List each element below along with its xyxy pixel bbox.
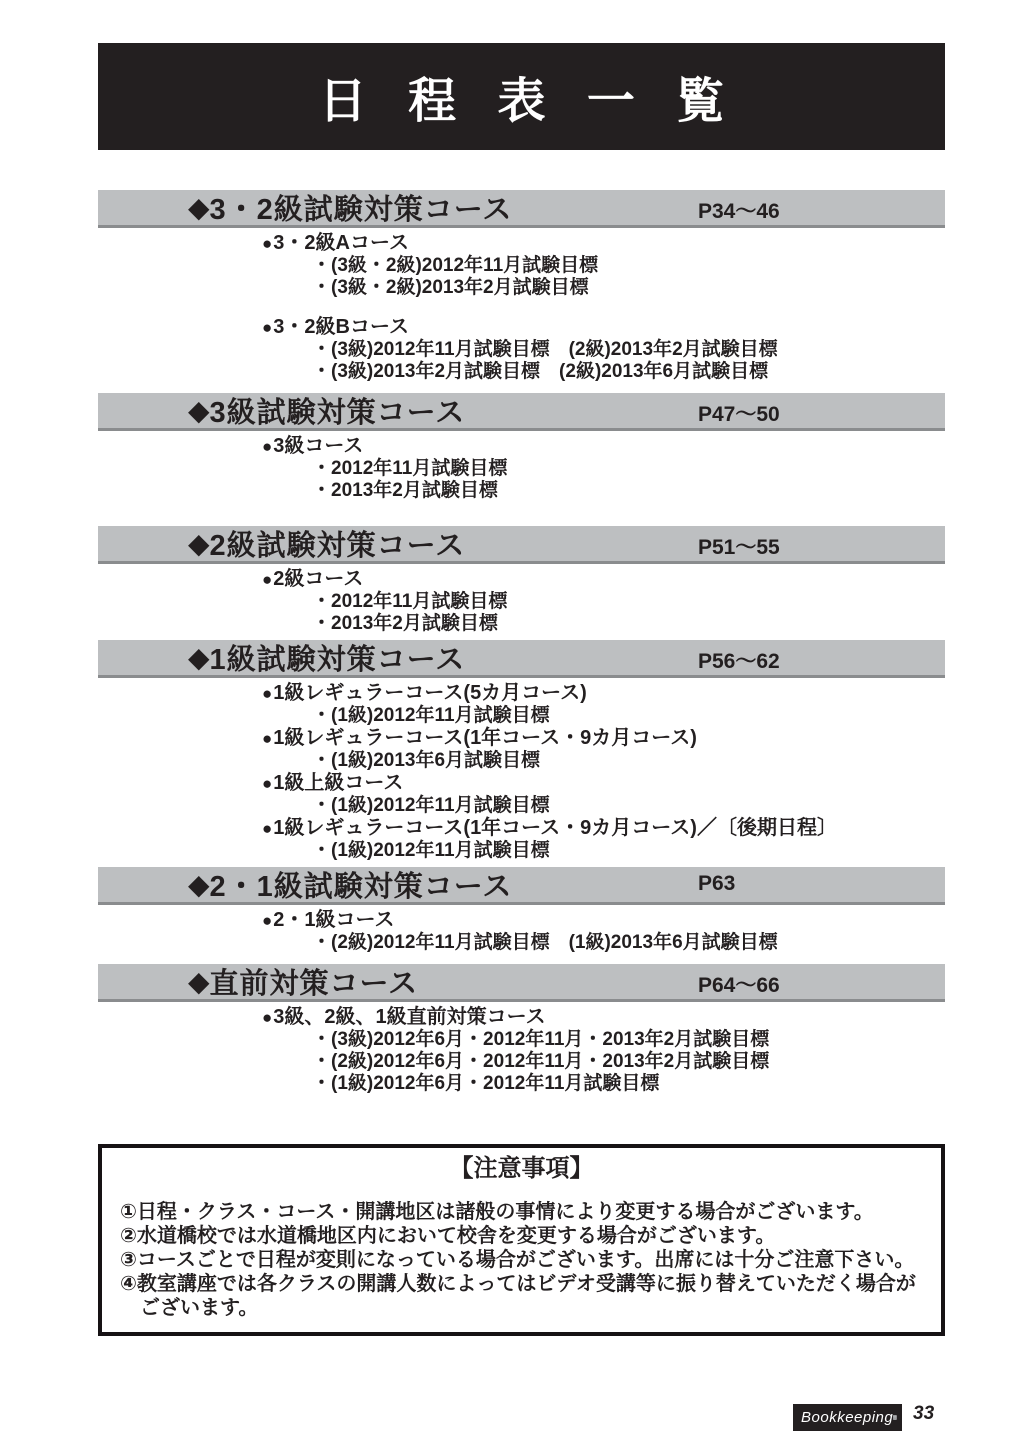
bullet-icon: ● xyxy=(262,234,273,253)
bullet-icon: ● xyxy=(262,911,273,930)
section-title: 直前対策コース xyxy=(209,968,419,1000)
course-name: 3級、2級、1級直前対策コース xyxy=(273,1006,546,1028)
course-name-row xyxy=(262,232,945,255)
section-title: 3・2級試験対策コース xyxy=(209,194,513,226)
bullet-icon: ● xyxy=(262,1008,273,1027)
section-page-range: P47〜50 xyxy=(698,403,780,426)
bullet-icon: ● xyxy=(262,684,273,703)
section-page-range: P63 xyxy=(698,872,736,895)
note-line: ③コースごとで日程が変則になっている場合がございます。出席には十分ご注意下さい。 xyxy=(120,1249,915,1271)
course-name-row xyxy=(262,909,945,932)
diamond-icon: ◆ xyxy=(188,965,210,997)
course-list xyxy=(98,228,945,383)
title-banner xyxy=(98,43,945,150)
exam-target: ・(3級)2012年6月・2012年11月・2013年2月試験目標 xyxy=(312,1029,770,1050)
brand-label: Bookkeeping xyxy=(801,1409,894,1426)
exam-target: ・(2級)2012年6月・2012年11月・2013年2月試験目標 xyxy=(312,1051,770,1072)
exam-target: ・(3級)2012年11月試験目標 (2級)2013年2月試験目標 xyxy=(312,339,778,360)
bullet-icon: ● xyxy=(262,318,273,337)
course-name-row xyxy=(262,435,945,458)
diamond-icon: ◆ xyxy=(188,394,210,426)
course-item xyxy=(262,232,945,299)
diamond-icon: ◆ xyxy=(188,191,210,223)
diamond-icon: ◆ xyxy=(188,527,210,559)
exam-target: ・2013年2月試験目標 xyxy=(312,613,498,634)
exam-target: ・(2級)2012年11月試験目標 (1級)2013年6月試験目標 xyxy=(312,932,778,953)
course-name-row xyxy=(262,316,945,339)
section-header-bar xyxy=(98,867,945,905)
notes-box xyxy=(98,1144,945,1336)
course-name: 3・2級Bコース xyxy=(273,316,409,338)
course-name-row xyxy=(262,1006,945,1029)
course-item xyxy=(262,1006,945,1095)
course-name-row xyxy=(262,568,945,591)
notes-title: 【注意事項】 xyxy=(449,1155,594,1182)
section-3-kyu xyxy=(98,393,945,502)
exam-target: ・2012年11月試験目標 xyxy=(312,458,508,479)
section-page-range: P34〜46 xyxy=(698,200,780,223)
course-name-row xyxy=(262,727,945,750)
section-page-range: P51〜55 xyxy=(698,536,780,559)
course-name-row xyxy=(262,682,945,705)
course-name: 1級レギュラーコース(1年コース・9カ月コース)／〔後期日程〕 xyxy=(273,817,837,839)
section-header-bar xyxy=(98,964,945,1002)
note-line: ④教室講座では各クラスの開講人数によってはビデオ受講等に振り替えていただく場合が xyxy=(120,1273,916,1295)
course-name: 1級レギュラーコース(1年コース・9カ月コース) xyxy=(273,727,697,749)
exam-target: ・(1級)2012年6月・2012年11月試験目標 xyxy=(312,1073,660,1094)
course-item xyxy=(262,817,945,862)
course-list xyxy=(98,905,945,954)
diamond-icon: ◆ xyxy=(188,868,210,900)
section-2-1-kyu xyxy=(98,867,945,954)
page-number: 33 xyxy=(913,1403,935,1424)
section-header-bar xyxy=(98,190,945,228)
page-title: 日 程 表 一 覧 xyxy=(318,75,739,128)
section-2-kyu xyxy=(98,526,945,635)
exam-target: ・2012年11月試験目標 xyxy=(312,591,508,612)
bullet-icon: ● xyxy=(262,774,273,793)
course-name: 3級コース xyxy=(273,435,364,457)
diamond-icon: ◆ xyxy=(188,641,210,673)
exam-target: ・(3級・2級)2013年2月試験目標 xyxy=(312,277,589,298)
footer-brand-badge xyxy=(793,1404,902,1431)
section-1-kyu xyxy=(98,640,945,862)
course-list xyxy=(98,1002,945,1095)
section-title: 3級試験対策コース xyxy=(209,397,466,429)
section-header-bar xyxy=(98,393,945,431)
course-name: 2・1級コース xyxy=(273,909,395,931)
section-3-2-kyu xyxy=(98,190,945,383)
notes-lines xyxy=(102,1184,941,1320)
exam-target: ・(1級)2012年11月試験目標 xyxy=(312,795,550,816)
section-title: 2級試験対策コース xyxy=(209,530,466,562)
exam-target: ・(1級)2012年11月試験目標 xyxy=(312,705,550,726)
page-content xyxy=(98,43,945,1336)
exam-target: ・2013年2月試験目標 xyxy=(312,480,498,501)
bullet-icon: ● xyxy=(262,570,273,589)
course-item xyxy=(262,772,945,817)
course-list xyxy=(98,678,945,862)
course-list xyxy=(98,564,945,635)
bullet-icon: ● xyxy=(262,437,273,456)
section-header-bar xyxy=(98,640,945,678)
note-line: ①日程・クラス・コース・開講地区は諸般の事情により変更する場合がございます。 xyxy=(120,1201,874,1223)
course-item xyxy=(262,682,945,727)
course-list xyxy=(98,431,945,502)
course-item xyxy=(262,435,945,502)
exam-target: ・(1級)2013年6月試験目標 xyxy=(312,750,541,771)
section-header-bar xyxy=(98,526,945,564)
exam-target: ・(1級)2012年11月試験目標 xyxy=(312,840,550,861)
calculator-icon xyxy=(893,1408,897,1427)
course-item xyxy=(262,909,945,954)
course-name: 2級コース xyxy=(273,568,364,590)
section-page-range: P56〜62 xyxy=(698,650,780,673)
course-name-row xyxy=(262,772,945,795)
section-chokuzen xyxy=(98,964,945,1095)
section-title: 2・1級試験対策コース xyxy=(209,871,513,903)
course-item xyxy=(262,568,945,635)
section-page-range: P64〜66 xyxy=(698,974,780,997)
exam-target: ・(3級・2級)2012年11月試験目標 xyxy=(312,255,599,276)
course-item xyxy=(262,727,945,772)
course-name: 1級レギュラーコース(5カ月コース) xyxy=(273,682,587,704)
note-line: ございます。 xyxy=(120,1297,259,1319)
bullet-icon: ● xyxy=(262,729,273,748)
exam-target: ・(3級)2013年2月試験目標 (2級)2013年6月試験目標 xyxy=(312,361,769,382)
course-name-row xyxy=(262,817,945,840)
bullet-icon: ● xyxy=(262,819,273,838)
course-name: 3・2級Aコース xyxy=(273,232,409,254)
note-line: ②水道橋校では水道橋地区内において校舎を変更する場合がございます。 xyxy=(120,1225,776,1247)
course-name: 1級上級コース xyxy=(273,772,404,794)
section-title: 1級試験対策コース xyxy=(209,644,466,676)
course-item xyxy=(262,316,945,383)
